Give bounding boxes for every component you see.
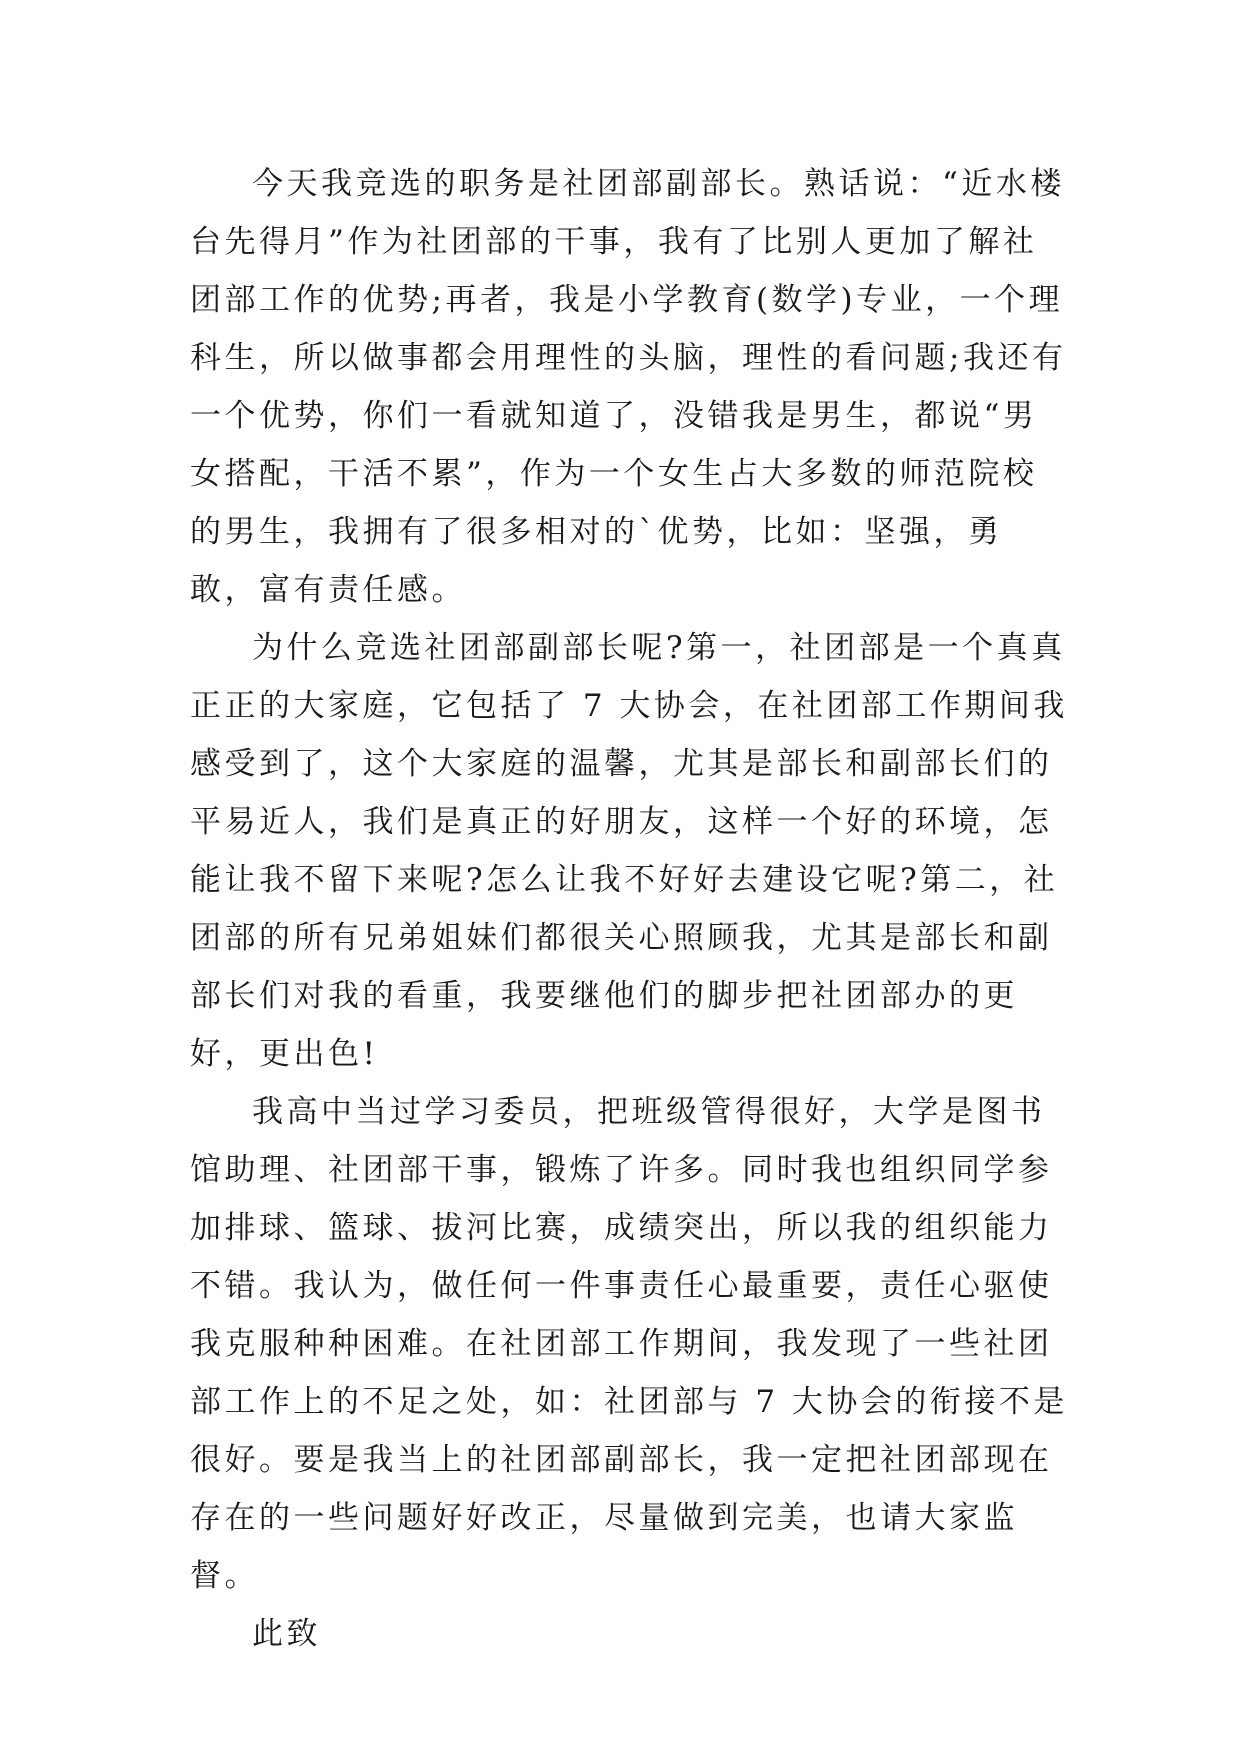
paragraph-2: 为什么竞选社团部副部长呢?第一，社团部是一个真真正正的大家庭，它包括了 7 大协会，在社团部工作期间我感受到了，这个大家庭的温馨，尤其是部长和副部长们的平易近人，我们是真正的好朋友，这样一个好的环境，怎能让我不留下来呢?怎么让我不好好去建设它呢?第二，社团部的所有兄弟姐妹们都很关心照顾我，尤其是部长和副部长们对我的看重，我要继他们的脚步把社团部办的更好，更出色! xyxy=(190,630,1068,1072)
paragraph-3: 我高中当过学习委员，把班级管得很好，大学是图书馆助理、社团部干事，锻炼了许多。同时我也组织同学参加排球、篮球、拔河比赛，成绩突出，所以我的组织能力不错。我认为，做任何一件事责任心最重要，责任心驱使我克服种种困难。在社团部工作期间，我发现了一些社团部工作上的不足之处，如：社团部与 7 大协会的衔接不是很好。要是我当上的社团部副部长，我一定把社团部现在存在的一些问题好好改正，尽量做到完美，也请大家监督。 xyxy=(190,1094,1068,1594)
closing-salutation: 此致 xyxy=(252,1616,321,1652)
paragraph-1: 今天我竞选的职务是社团部副部长。熟话说：“近水楼台先得月”作为社团部的干事，我有了比别人更加了解社团部工作的优势;再者，我是小学教育(数学)专业，一个理科生，所以做事都会用理性的头脑，理性的看问题;我还有一个优势，你们一看就知道了，没错我是男生，都说“男女搭配，干活不累”，作为一个女生占大多数的师范院校的男生，我拥有了很多相对的`优势，比如：坚强，勇敢，富有责任感。 xyxy=(190,166,1067,608)
document-body xyxy=(190,155,1070,1663)
